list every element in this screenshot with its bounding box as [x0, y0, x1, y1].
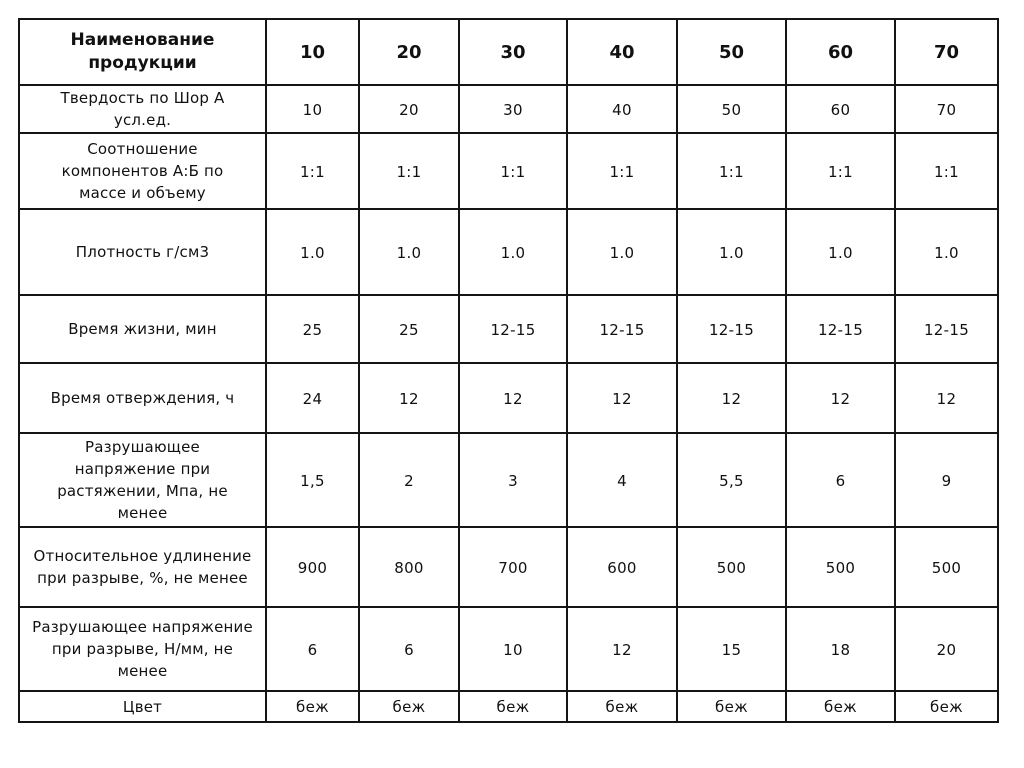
value-cell [895, 433, 998, 527]
value-cell [567, 527, 677, 607]
cell-value: 25 [399, 320, 419, 339]
value-cell [895, 295, 998, 363]
row-label: Время отверждения, ч [50, 389, 235, 407]
value-cell [567, 363, 677, 433]
value-cell [266, 209, 359, 295]
value-cell [567, 691, 677, 722]
value-cell [266, 133, 359, 209]
value-cell [895, 133, 998, 209]
cell-value: 12 [936, 389, 957, 408]
header-row [19, 19, 998, 85]
value-cell [677, 607, 786, 691]
value-cell [459, 527, 567, 607]
value-cell [359, 133, 459, 209]
value-cell [895, 691, 998, 722]
product-spec-table [18, 18, 999, 723]
column-header-label: 30 [500, 41, 526, 63]
cell-value: 25 [302, 320, 323, 339]
cell-value: беж [496, 698, 530, 716]
cell-value: 500 [716, 558, 747, 577]
value-cell [359, 295, 459, 363]
cell-value: 12-15 [817, 320, 864, 339]
table-row-tear-strength [19, 607, 998, 691]
column-header-label: 50 [718, 41, 745, 63]
row-label: Цвет [122, 697, 163, 716]
row-label-cell [19, 85, 266, 133]
row-label-cell [19, 607, 266, 691]
value-cell [786, 527, 895, 607]
value-cell [895, 527, 998, 607]
row-label: Плотность г/см3 [75, 243, 210, 261]
column-header [786, 19, 895, 85]
cell-value: 1,5 [300, 471, 325, 490]
row-label-cell [19, 527, 266, 607]
cell-value: 18 [830, 640, 851, 659]
value-cell [359, 527, 459, 607]
cell-value: 600 [607, 558, 637, 577]
cell-value: 9 [941, 471, 952, 490]
cell-value: беж [824, 698, 857, 716]
value-cell [359, 209, 459, 295]
cell-value: 24 [302, 389, 323, 408]
value-cell [359, 363, 459, 433]
cell-value: 12-15 [599, 320, 645, 339]
row-label-cell [19, 433, 266, 527]
value-cell [567, 295, 677, 363]
value-cell [786, 133, 895, 209]
value-cell [266, 295, 359, 363]
cell-value: 1:1 [933, 162, 960, 181]
cell-value: 4 [617, 471, 627, 490]
column-header [359, 19, 459, 85]
cell-value: 1:1 [299, 162, 326, 181]
value-cell [786, 295, 895, 363]
cell-value: 10 [302, 100, 323, 119]
column-header-label: 20 [396, 41, 422, 63]
table-row-tensile-strength [19, 433, 998, 527]
cell-value: 70 [936, 100, 957, 119]
cell-value: 12-15 [708, 320, 755, 339]
row-label-cell [19, 133, 266, 209]
cell-value: 500 [931, 558, 962, 577]
cell-value: 3 [508, 471, 518, 490]
value-cell [895, 85, 998, 133]
row-label: Соотношение компонентов А:Б по массе и объему [61, 140, 224, 202]
value-cell [677, 363, 786, 433]
table-row-density [19, 209, 998, 295]
value-cell [459, 295, 567, 363]
value-cell [567, 209, 677, 295]
value-cell [459, 433, 567, 527]
value-cell [359, 691, 459, 722]
value-cell [359, 607, 459, 691]
cell-value: 6 [404, 640, 414, 659]
cell-value: 1:1 [500, 162, 526, 181]
row-label: Разрушающее напряжение при растяжении, Мпа, не менее [57, 438, 228, 522]
cell-value: 1.0 [609, 243, 635, 262]
specification-sheet [18, 18, 997, 721]
cell-value: 800 [394, 558, 424, 577]
value-cell [266, 85, 359, 133]
value-cell [266, 527, 359, 607]
value-cell [786, 85, 895, 133]
table-row-cure-time [19, 363, 998, 433]
cell-value: 1.0 [396, 243, 422, 262]
row-label: Разрушающее напряжение при разрыве, Н/мм, не менее [32, 618, 253, 680]
table-row-pot-life [19, 295, 998, 363]
column-header [895, 19, 998, 85]
value-cell [359, 433, 459, 527]
cell-value: 6 [835, 471, 846, 490]
table-row-hardness [19, 85, 998, 133]
cell-value: 1.0 [934, 243, 959, 262]
table-row-ratio [19, 133, 998, 209]
cell-value: 30 [503, 100, 523, 119]
column-header [459, 19, 567, 85]
cell-value: 500 [825, 558, 856, 577]
cell-value: 6 [307, 640, 318, 659]
cell-value: 900 [297, 558, 328, 577]
value-cell [677, 85, 786, 133]
value-cell [459, 209, 567, 295]
cell-value: 12 [612, 389, 632, 408]
row-label-cell [19, 691, 266, 722]
cell-value: 60 [830, 100, 851, 119]
column-header [677, 19, 786, 85]
header-label: Наименование продукции [70, 30, 215, 73]
column-header [266, 19, 359, 85]
value-cell [567, 133, 677, 209]
table-row-elongation [19, 527, 998, 607]
column-header-label: 10 [299, 41, 326, 63]
cell-value: беж [605, 698, 639, 716]
cell-value: 20 [399, 100, 419, 119]
header-label-cell [19, 19, 266, 85]
value-cell [677, 209, 786, 295]
cell-value: беж [392, 698, 426, 716]
cell-value: 12-15 [923, 320, 970, 339]
cell-value: 12-15 [490, 320, 536, 339]
value-cell [459, 691, 567, 722]
row-label: Твердость по Шор А усл.ед. [60, 89, 225, 129]
cell-value: 12 [399, 389, 419, 408]
cell-value: 1:1 [609, 162, 635, 181]
cell-value: беж [930, 698, 963, 716]
value-cell [677, 133, 786, 209]
cell-value: 12 [721, 389, 742, 408]
column-header-label: 40 [609, 41, 635, 63]
column-header-label: 70 [933, 41, 960, 63]
row-label-cell [19, 295, 266, 363]
cell-value: 50 [721, 100, 742, 119]
cell-value: 40 [612, 100, 632, 119]
table-row-color [19, 691, 998, 722]
row-label: Относительное удлинение при разрыве, %, не менее [33, 547, 252, 587]
cell-value: 1:1 [827, 162, 854, 181]
value-cell [677, 295, 786, 363]
column-header-label: 60 [827, 41, 854, 63]
value-cell [786, 209, 895, 295]
value-cell [359, 85, 459, 133]
row-label-cell [19, 363, 266, 433]
value-cell [786, 363, 895, 433]
value-cell [895, 363, 998, 433]
row-label-cell [19, 209, 266, 295]
value-cell [459, 133, 567, 209]
value-cell [786, 607, 895, 691]
value-cell [266, 433, 359, 527]
cell-value: 1.0 [828, 243, 853, 262]
cell-value: 12 [503, 389, 523, 408]
cell-value: 1.0 [300, 243, 325, 262]
cell-value: беж [296, 698, 329, 716]
cell-value: 20 [936, 640, 957, 659]
cell-value: 2 [404, 471, 414, 490]
cell-value: 1:1 [396, 162, 422, 181]
cell-value: 10 [503, 640, 523, 659]
value-cell [786, 691, 895, 722]
cell-value: 15 [721, 640, 742, 659]
value-cell [459, 85, 567, 133]
column-header [567, 19, 677, 85]
value-cell [266, 607, 359, 691]
value-cell [567, 607, 677, 691]
value-cell [786, 433, 895, 527]
cell-value: 12 [612, 640, 632, 659]
value-cell [266, 363, 359, 433]
value-cell [567, 85, 677, 133]
value-cell [677, 527, 786, 607]
value-cell [677, 433, 786, 527]
value-cell [567, 433, 677, 527]
value-cell [459, 607, 567, 691]
cell-value: 1:1 [718, 162, 745, 181]
value-cell [677, 691, 786, 722]
value-cell [266, 691, 359, 722]
value-cell [459, 363, 567, 433]
row-label: Время жизни, мин [68, 320, 217, 338]
cell-value: беж [715, 698, 748, 716]
value-cell [895, 209, 998, 295]
cell-value: 700 [498, 558, 528, 577]
cell-value: 1.0 [719, 243, 744, 262]
value-cell [895, 607, 998, 691]
cell-value: 12 [830, 389, 851, 408]
cell-value: 5,5 [719, 471, 744, 490]
cell-value: 1.0 [500, 243, 526, 262]
